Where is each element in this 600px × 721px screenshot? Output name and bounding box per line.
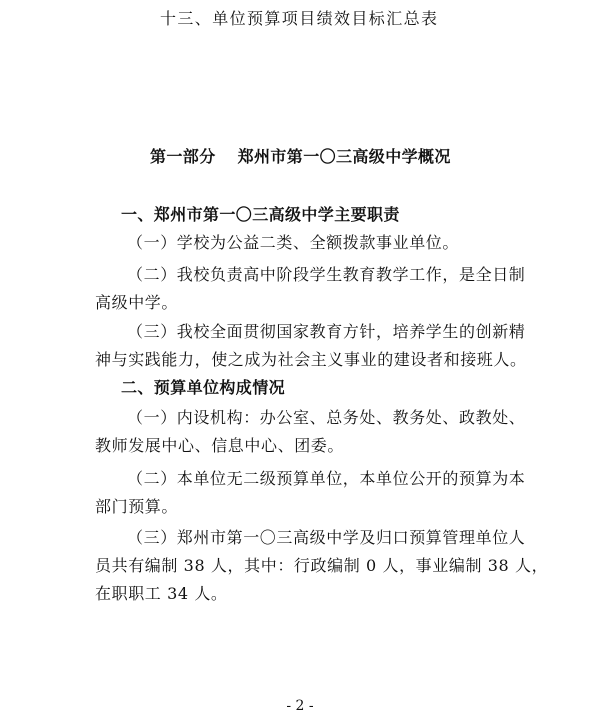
paragraph-1-2-line-1: （二）我校负责高中阶段学生教育教学工作，是全日制 xyxy=(127,265,526,284)
paragraph-1-3-line-1: （三）我校全面贯彻国家教育方针，培养学生的创新精 xyxy=(127,322,526,341)
paragraph-2-3-line-2: 员共有编制 38 人，其中：行政编制 0 人，事业编制 38 人， xyxy=(95,556,549,575)
paragraph-2-1-line-1: （一）内设机构：办公室、总务处、教务处、政教处、 xyxy=(127,408,526,427)
paragraph-2-3-line-1: （三）郑州市第一〇三高级中学及归口预算管理单位人 xyxy=(127,528,526,547)
paragraph-1-2-line-2: 高级中学。 xyxy=(95,293,179,312)
section-heading-1: 一、郑州市第一〇三高级中学主要职责 xyxy=(121,205,400,224)
paragraph-1-1-line-1: （一）学校为公益二类、全额拨款事业单位。 xyxy=(127,233,460,252)
paragraph-2-3-line-3: 在职职工 34 人。 xyxy=(95,584,228,603)
part-title-label: 第一部分 xyxy=(150,147,216,166)
paragraph-2-1-line-2: 教师发展中心、信息中心、团委。 xyxy=(95,436,345,455)
part-title-text: 郑州市第一〇三高级中学概况 xyxy=(237,147,451,166)
toc-line: 十三、单位预算项目绩效目标汇总表 xyxy=(160,9,439,28)
paragraph-1-3-line-2: 神与实践能力，使之成为社会主义事业的建设者和接班人。 xyxy=(95,350,527,369)
part-title xyxy=(150,147,451,167)
section-heading-2: 二、预算单位构成情况 xyxy=(121,378,286,397)
page-number: - 2 - xyxy=(286,698,314,714)
paragraph-2-2-line-1: （二）本单位无二级预算单位，本单位公开的预算为本 xyxy=(127,469,526,488)
paragraph-2-2-line-2: 部门预算。 xyxy=(95,497,179,516)
